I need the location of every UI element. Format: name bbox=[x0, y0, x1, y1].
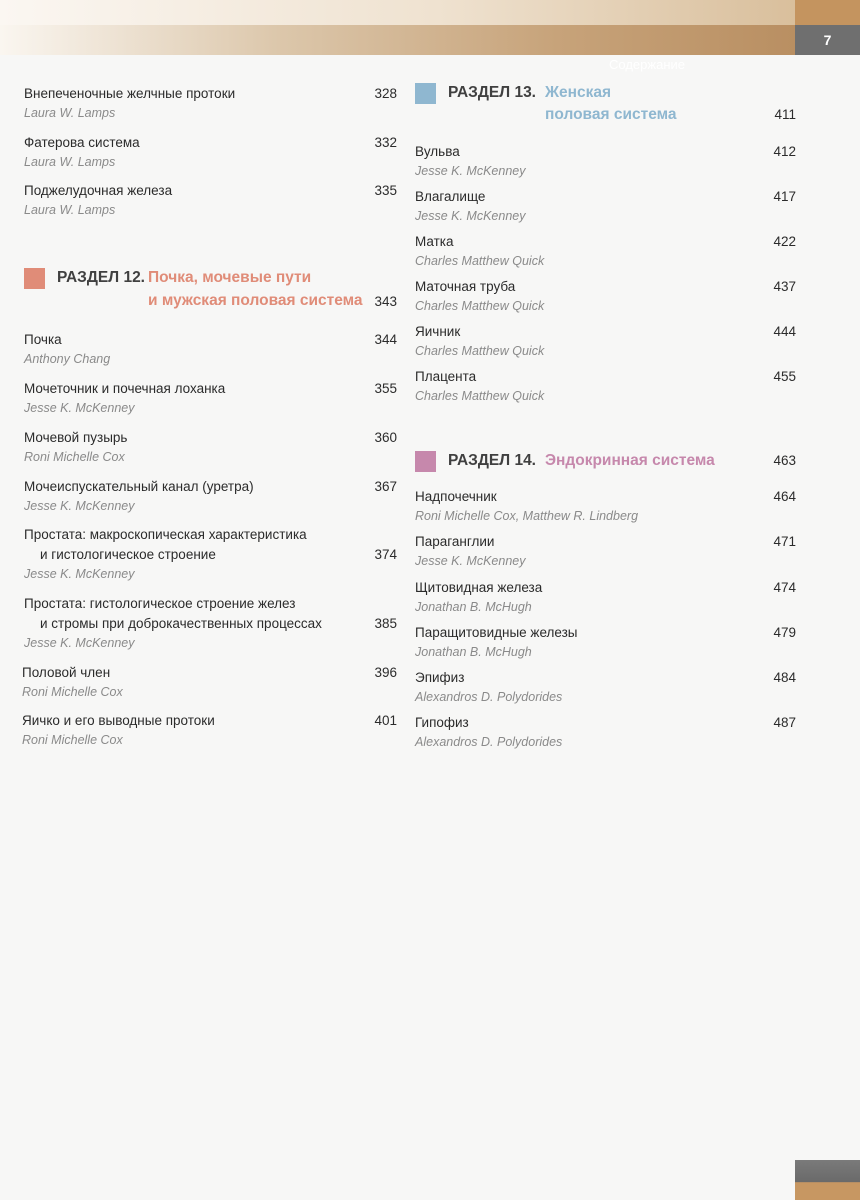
entry-title: Мочевой пузырь bbox=[24, 430, 128, 445]
toc-entry[interactable] bbox=[415, 322, 796, 360]
section-name-line2: половая система bbox=[545, 106, 677, 123]
entry-title: Надпочечник bbox=[415, 489, 497, 504]
toc-entry[interactable] bbox=[415, 277, 796, 315]
section-13-heading[interactable] bbox=[415, 81, 796, 126]
section-page: 463 bbox=[773, 453, 796, 468]
toc-entry[interactable] bbox=[415, 623, 796, 661]
toc-entry[interactable] bbox=[22, 663, 397, 701]
entry-title: Яичко и его выводные протоки bbox=[22, 713, 215, 728]
section-14-heading[interactable] bbox=[415, 449, 796, 475]
entry-author: Jonathan B. McHugh bbox=[415, 600, 532, 614]
toc-entry[interactable] bbox=[24, 525, 397, 583]
entry-author: Jesse K. McKenney bbox=[24, 636, 135, 650]
entry-title: Влагалище bbox=[415, 189, 486, 204]
entry-title: Простата: гистологическое строение желез bbox=[24, 596, 296, 611]
header-decoration bbox=[0, 0, 795, 25]
toc-entry[interactable] bbox=[415, 232, 796, 270]
toc-entry[interactable] bbox=[415, 142, 796, 180]
entry-title: Мочеиспускательный канал (уретра) bbox=[24, 479, 254, 494]
page-number: 7 bbox=[795, 25, 860, 55]
toc-entry[interactable] bbox=[415, 713, 796, 751]
entry-title: Яичник bbox=[415, 324, 461, 339]
entry-title: Матка bbox=[415, 234, 454, 249]
entry-page: 471 bbox=[773, 534, 796, 549]
section-14-color-square bbox=[415, 451, 436, 472]
entry-page: 385 bbox=[374, 616, 397, 631]
entry-author: Roni Michelle Cox bbox=[24, 450, 125, 464]
entry-title-continued: и гистологическое строение bbox=[40, 547, 216, 562]
toc-entry[interactable] bbox=[24, 594, 397, 652]
entry-page: 328 bbox=[374, 86, 397, 101]
entry-page: 464 bbox=[773, 489, 796, 504]
entry-author: Alexandros D. Polydorides bbox=[415, 690, 563, 704]
section-name-line2: и мужская половая система bbox=[148, 292, 363, 309]
toc-entry[interactable] bbox=[415, 367, 796, 405]
entry-author: Jesse K. McKenney bbox=[24, 499, 135, 513]
toc-entry[interactable] bbox=[415, 187, 796, 225]
entry-title: Простата: макроскопическая характеристика bbox=[24, 527, 307, 542]
entry-page: 417 bbox=[773, 189, 796, 204]
header-bar bbox=[0, 25, 795, 72]
entry-page: 396 bbox=[374, 665, 397, 680]
section-12-heading[interactable] bbox=[24, 266, 397, 316]
entry-author: Jesse K. McKenney bbox=[24, 567, 135, 581]
section-label: РАЗДЕЛ 14. bbox=[448, 452, 536, 469]
entry-author: Laura W. Lamps bbox=[24, 155, 116, 169]
toc-entry[interactable] bbox=[24, 477, 397, 515]
entry-author: Roni Michelle Cox, Matthew R. Lindberg bbox=[415, 509, 639, 523]
entry-title: Щитовидная железа bbox=[415, 580, 543, 595]
entry-page: 355 bbox=[374, 381, 397, 396]
toc-entry[interactable] bbox=[415, 668, 796, 706]
toc-entry[interactable] bbox=[415, 578, 796, 616]
entry-page: 360 bbox=[374, 430, 397, 445]
section-label: РАЗДЕЛ 12. bbox=[57, 269, 145, 286]
entry-author: Laura W. Lamps bbox=[24, 203, 116, 217]
section-page: 411 bbox=[774, 107, 796, 122]
entry-author: Charles Matthew Quick bbox=[415, 299, 545, 313]
entry-page: 444 bbox=[773, 324, 796, 339]
entry-author: Charles Matthew Quick bbox=[415, 389, 545, 403]
entry-page: 401 bbox=[374, 713, 397, 728]
entry-title: Гипофиз bbox=[415, 715, 469, 730]
entry-title: Маточная труба bbox=[415, 279, 516, 294]
entry-author: Jesse K. McKenney bbox=[415, 554, 526, 568]
toc-entry[interactable] bbox=[24, 133, 397, 171]
entry-title: Поджелудочная железа bbox=[24, 183, 173, 198]
entry-page: 487 bbox=[773, 715, 796, 730]
entry-title: Почка bbox=[24, 332, 62, 347]
entry-author: Laura W. Lamps bbox=[24, 106, 116, 120]
entry-author: Jonathan B. McHugh bbox=[415, 645, 532, 659]
entry-author: Roni Michelle Cox bbox=[22, 733, 123, 747]
entry-author: Charles Matthew Quick bbox=[415, 344, 545, 358]
entry-title: Половой член bbox=[22, 665, 111, 680]
entry-page: 484 bbox=[773, 670, 796, 685]
toc-entry[interactable] bbox=[415, 487, 796, 525]
entry-title: Параганглии bbox=[415, 534, 495, 549]
entry-title: Эпифиз bbox=[415, 670, 465, 685]
entry-page: 437 bbox=[773, 279, 796, 294]
toc-entry[interactable] bbox=[415, 532, 796, 570]
section-page: 343 bbox=[374, 294, 397, 309]
entry-page: 479 bbox=[773, 625, 796, 640]
entry-page: 335 bbox=[374, 183, 397, 198]
entry-author: Jesse K. McKenney bbox=[415, 209, 526, 223]
entry-page: 374 bbox=[374, 547, 397, 562]
entry-title: Паращитовидные железы bbox=[415, 625, 578, 640]
entry-author: Charles Matthew Quick bbox=[415, 254, 545, 268]
entry-page: 344 bbox=[374, 332, 397, 347]
entry-page: 332 bbox=[374, 135, 397, 150]
entry-page: 367 bbox=[374, 479, 397, 494]
section-name-line1: Эндокринная система bbox=[545, 452, 715, 469]
toc-entry[interactable] bbox=[24, 84, 397, 122]
entry-page: 422 bbox=[773, 234, 796, 249]
entry-page: 474 bbox=[773, 580, 796, 595]
entry-title: Мочеточник и почечная лоханка bbox=[24, 381, 226, 396]
entry-page: 412 bbox=[773, 144, 796, 159]
entry-title: Фатерова система bbox=[24, 135, 140, 150]
section-13-color-square bbox=[415, 83, 436, 104]
toc-entry[interactable] bbox=[24, 379, 397, 417]
entry-title: Вульва bbox=[415, 144, 460, 159]
section-name-line1: Женская bbox=[545, 84, 612, 101]
section-label: РАЗДЕЛ 13. bbox=[448, 84, 536, 101]
toc-entry[interactable] bbox=[24, 330, 397, 368]
toc-entry[interactable] bbox=[24, 428, 397, 466]
entry-title: Внепеченочные желчные протоки bbox=[24, 86, 236, 101]
section-name-line1: Почка, мочевые пути bbox=[148, 269, 312, 286]
running-header-title: Содержание bbox=[609, 57, 685, 72]
toc-entry[interactable] bbox=[22, 711, 397, 749]
entry-title: Плацента bbox=[415, 369, 477, 384]
toc-entry[interactable] bbox=[24, 181, 397, 219]
entry-author: Anthony Chang bbox=[24, 352, 111, 366]
entry-author: Roni Michelle Cox bbox=[22, 685, 123, 699]
entry-title-continued: и стромы при доброкачественных процессах bbox=[40, 616, 322, 631]
entry-page: 455 bbox=[773, 369, 796, 384]
entry-author: Jesse K. McKenney bbox=[415, 164, 526, 178]
entry-author: Jesse K. McKenney bbox=[24, 401, 135, 415]
section-12-color-square bbox=[24, 268, 45, 289]
corner-tab-top bbox=[795, 0, 860, 25]
entry-author: Alexandros D. Polydorides bbox=[415, 735, 563, 749]
corner-tab-bottom bbox=[795, 1160, 860, 1200]
